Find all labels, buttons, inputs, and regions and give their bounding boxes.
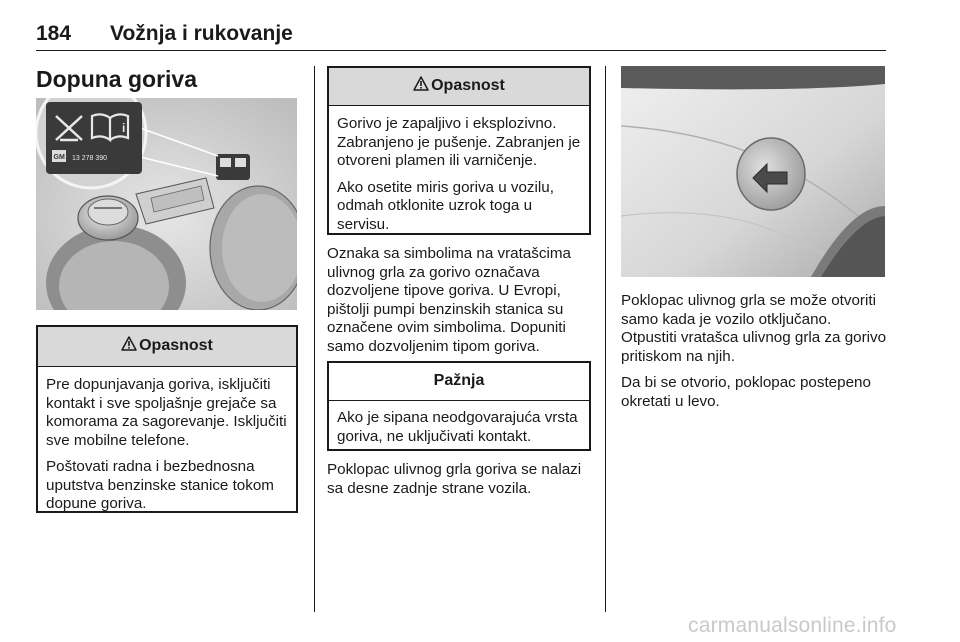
watermark: carmanualsonline.info — [688, 614, 897, 637]
warning-header — [329, 68, 589, 106]
warning-paragraph: Gorivo je zapaljivo i eksplozivno. Zabranjeno je pušenje. Zabranjen je otvoreni plamen ili varničenje. — [337, 115, 581, 169]
warning-triangle-icon — [413, 76, 429, 91]
caution-body — [329, 401, 589, 454]
svg-text:i: i — [122, 121, 126, 135]
fuel-door-figure — [36, 98, 297, 310]
warning-paragraph: Poštovati radna i bezbednosna uputstva benzinske stanice tokom dopune goriva. — [46, 458, 274, 512]
label-logo: GM — [53, 154, 65, 161]
caution-box — [327, 361, 591, 451]
column-divider-right — [605, 66, 606, 612]
running-title: Vožnja i rukovanje — [110, 22, 293, 45]
warning-title: Opasnost — [139, 337, 213, 354]
body-text-fuel-label — [327, 245, 595, 356]
section-title: Dopuna goriva — [36, 66, 198, 92]
warning-paragraph: Ako osetite miris goriva u vozilu, odmah otklonite uzrok toga u servisu. — [337, 178, 554, 233]
header-rule — [36, 50, 886, 51]
column-divider-left — [314, 66, 315, 612]
page-header — [36, 22, 886, 52]
paragraph: Poklopac ulivnog grla goriva se nalazi sa desne zadnje strane vozila. — [327, 461, 582, 497]
fuel-door-illustration — [36, 98, 297, 310]
body-text-opening — [621, 292, 889, 411]
warning-header — [38, 327, 296, 367]
caution-paragraph: Ako je sipana neodgovarajuća vrsta goriva, ne uključivati kontakt. — [337, 409, 578, 445]
warning-body — [329, 106, 589, 242]
label-code: 13 278 390 — [72, 155, 108, 162]
warning-body — [38, 367, 296, 522]
paragraph: Da bi se otvorio, poklopac postepeno okretati u levo. — [621, 374, 871, 410]
warning-paragraph: Pre dopunjavanja goriva, isključiti kontakt i sve spoljašnje grejače sa komorama za sagorevanje. Isključiti sve mobilne telefone. — [46, 376, 287, 449]
paragraph: Oznaka sa simbolima na vratašcima ulivnog grla za gorivo označava dozvoljene tipove goriva. U Evropi, pištolji pumpi benzinskih stanica su označene ovim simbolima. Dopuniti samo dozvoljenim tipom goriva. — [327, 245, 571, 355]
car-fuel-door-illustration — [621, 66, 885, 277]
caution-header — [329, 363, 589, 401]
warning-triangle-icon — [121, 336, 137, 351]
caution-title: Pažnja — [433, 372, 485, 389]
warning-box-left — [36, 325, 298, 513]
car-fuel-door-figure — [621, 66, 885, 277]
warning-title: Opasnost — [431, 77, 505, 94]
warning-box-middle — [327, 66, 591, 235]
page-number: 184 — [36, 22, 72, 45]
body-text-fuel-location — [327, 461, 595, 498]
paragraph: Poklopac ulivnog grla se može otvoriti samo kada je vozilo otključano. Otpustiti vratašca ulivnog grla za gorivo pritiskom na njih. — [621, 292, 887, 365]
